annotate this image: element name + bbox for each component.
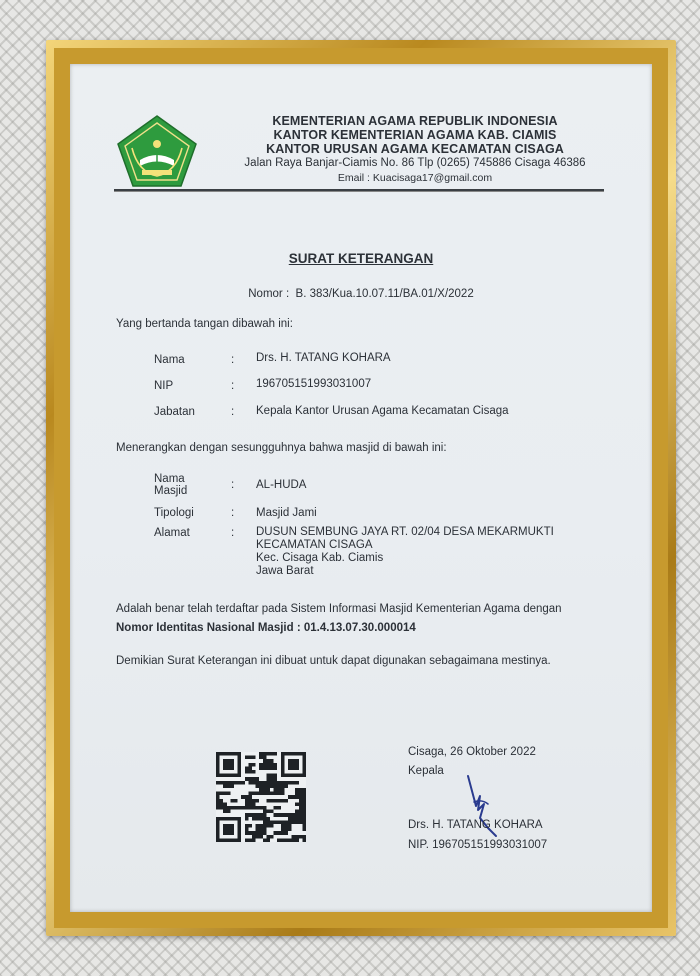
gold-picture-frame: [46, 40, 676, 936]
mosque-address-line-1: DUSUN SEMBUNG JAYA RT. 02/04 DESA MEKARMUKTI: [256, 526, 554, 538]
mosque-name-label-1: Nama: [154, 473, 185, 485]
colon: :: [231, 380, 235, 392]
colon: :: [231, 354, 235, 366]
signature-place-date: Cisaga, 26 Oktober 2022: [408, 746, 536, 758]
qr-code: [216, 752, 306, 842]
mosque-id-number: Nomor Identitas Nasional Masjid : 01.4.13.07.30.000014: [116, 622, 416, 634]
mosque-address-line-4: Jawa Barat: [256, 565, 314, 577]
handwritten-signature: [450, 766, 510, 846]
mosque-tipologi-label: Tipologi: [154, 507, 194, 519]
mosque-address-label: Alamat: [154, 527, 190, 539]
letterhead-line-3: KANTOR URUSAN AGAMA KECAMATAN CISAGA: [266, 142, 564, 156]
mosque-address-line-2: KECAMATAN CISAGA: [256, 539, 373, 551]
mosque-address-line-3: Kec. Cisaga Kab. Ciamis: [256, 552, 384, 564]
document-number: Nomor : B. 383/Kua.10.07.11/BA.01/X/2022: [248, 288, 474, 300]
mosque-name-label-2: Masjid: [154, 485, 188, 497]
official-nip-label: NIP: [154, 380, 174, 392]
statement-text: Menerangkan dengan sesungguhnya bahwa masjid di bawah ini:: [116, 442, 447, 454]
signature-name: Drs. H. TATANG KOHARA: [408, 819, 543, 831]
colon: :: [231, 527, 235, 539]
letterhead-address: Jalan Raya Banjar-Ciamis No. 86 Tlp (0265) 745886 Cisaga 46386: [244, 157, 586, 169]
certificate-document: [70, 64, 652, 912]
document-title: SURAT KETERANGAN: [288, 251, 434, 266]
letterhead: [220, 114, 610, 186]
official-position-value: Kepala Kantor Urusan Agama Kecamatan Cisaga: [256, 405, 509, 417]
letterhead-line-2: KANTOR KEMENTERIAN AGAMA KAB. CIAMIS: [273, 128, 557, 142]
nomor-value: B. 383/Kua.10.07.11/BA.01/X/2022: [295, 288, 474, 300]
kemenag-logo-icon: [116, 114, 198, 188]
mosque-tipologi-value: Masjid Jami: [256, 507, 317, 519]
signature-position: Kepala: [408, 765, 444, 777]
official-name-value: Drs. H. TATANG KOHARA: [256, 352, 391, 364]
official-name-label: Nama: [154, 354, 185, 366]
official-position-label: Jabatan: [154, 406, 195, 418]
colon: :: [231, 406, 235, 418]
registered-text: Adalah benar telah terdaftar pada Sistem Informasi Masjid Kementerian Agama dengan: [116, 603, 562, 615]
intro-text: Yang bertanda tangan dibawah ini:: [116, 318, 293, 330]
official-nip-value: 196705151993031007: [256, 378, 372, 390]
colon: :: [231, 507, 235, 519]
signature-nip: NIP. 196705151993031007: [408, 839, 548, 851]
mosque-name-value: AL-HUDA: [256, 479, 307, 491]
letterhead-email: Email : Kuacisaga17@gmail.com: [337, 172, 493, 184]
letterhead-divider: [114, 189, 604, 192]
letterhead-line-1: KEMENTERIAN AGAMA REPUBLIK INDONESIA: [272, 114, 558, 128]
closing-text: Demikian Surat Keterangan ini dibuat untuk dapat digunakan sebagaimana mestinya.: [116, 655, 551, 667]
nomor-label: Nomor: [248, 288, 283, 300]
colon: :: [231, 479, 235, 491]
